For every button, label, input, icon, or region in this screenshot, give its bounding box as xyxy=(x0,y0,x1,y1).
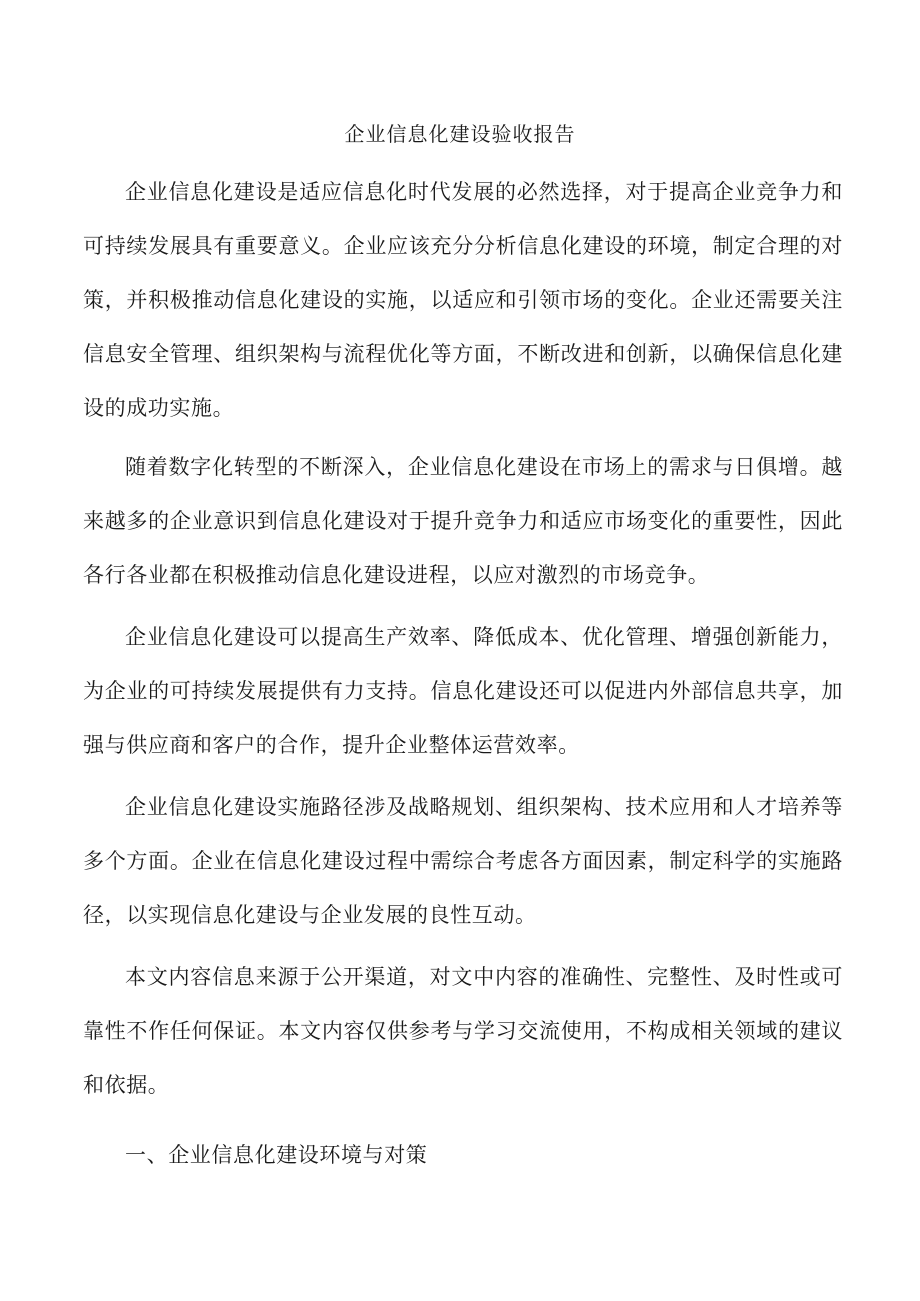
paragraph-benefits: 企业信息化建设可以提高生产效率、降低成本、优化管理、增强创新能力，为企业的可持续发展提供有力支持。信息化建设还可以促进内外部信息共享，加强与供应商和客户的合作，提升企业整体运营效率。 xyxy=(83,625,843,757)
paragraph-intro: 企业信息化建设是适应信息化时代发展的必然选择，对于提高企业竞争力和可持续发展具有重要意义。企业应该充分分析信息化建设的环境，制定合理的对策，并积极推动信息化建设的实施，以适应和引领市场的变化。企业还需要关注信息安全管理、组织架构与流程优化等方面，不断改进和创新，以确保信息化建设的成功实施。 xyxy=(83,180,843,420)
paragraph-implementation-path: 企业信息化建设实施路径涉及战略规划、组织架构、技术应用和人才培养等多个方面。企业在信息化建设过程中需综合考虑各方面因素，制定科学的实施路径，以实现信息化建设与企业发展的良性互动。 xyxy=(83,795,843,927)
section-heading: 一、企业信息化建设环境与对策 xyxy=(125,1143,428,1167)
document-title: 企业信息化建设验收报告 xyxy=(344,122,576,146)
paragraph-disclaimer: 本文内容信息来源于公开渠道，对文中内容的准确性、完整性、及时性或可靠性不作任何保证。本文内容仅供参考与学习交流使用，不构成相关领域的建议和依据。 xyxy=(83,965,843,1097)
paragraph-market-demand: 随着数字化转型的不断深入，企业信息化建设在市场上的需求与日俱增。越来越多的企业意识到信息化建设对于提升竞争力和适应市场变化的重要性，因此各行各业都在积极推动信息化建设进程，以应对激烈的市场竞争。 xyxy=(83,455,843,587)
